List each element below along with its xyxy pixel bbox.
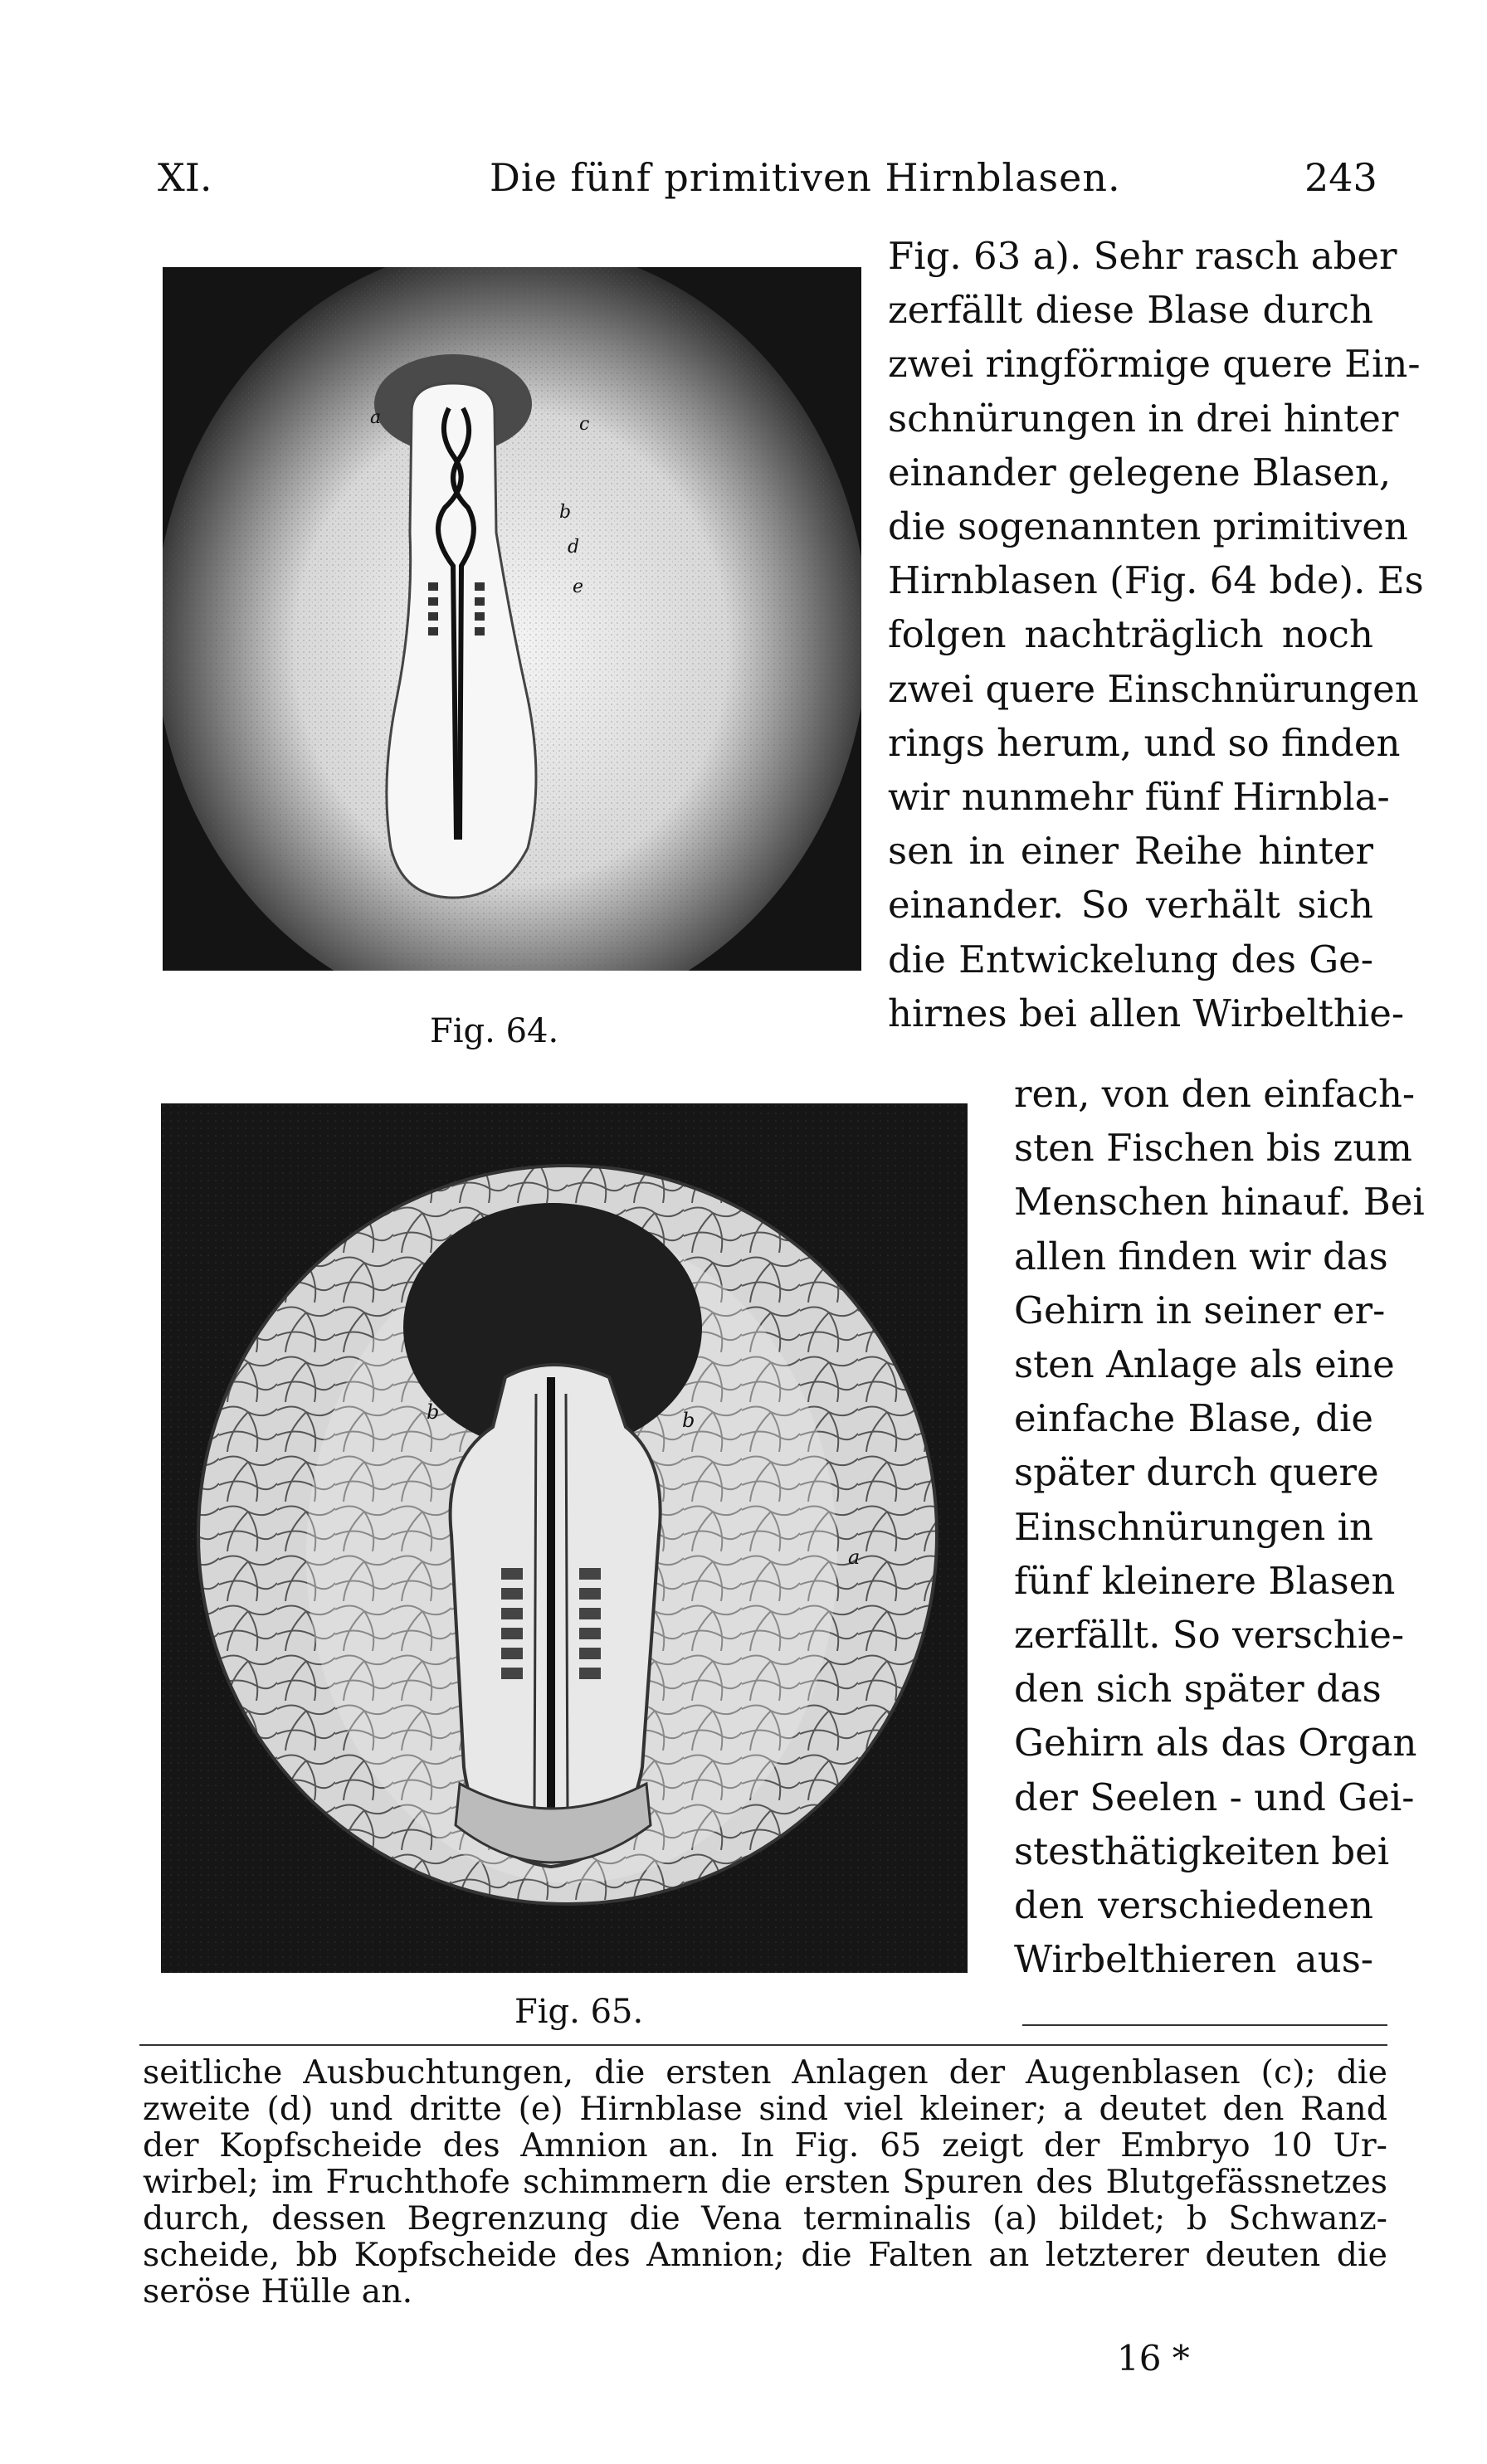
body-line: Gehirn als das Organ — [1014, 1721, 1417, 1765]
body-line: Gehirn in seiner er- — [1014, 1288, 1386, 1332]
body-line: rings herum, und so finden — [888, 720, 1401, 765]
body-line: zwei ringförmige quere Ein- — [888, 342, 1421, 387]
body-line: allen finden wir das — [1014, 1234, 1388, 1278]
figure-64-image — [163, 267, 861, 971]
header-chapter: XI. — [158, 155, 212, 200]
footnote-line: wirbel; im Fruchthofe schimmern die ersten Spuren des Blutgefässnetzes — [143, 2163, 1387, 2201]
body-line: die Entwickelung des Ge- — [888, 937, 1373, 981]
body-line: ren, von den einfach- — [1014, 1072, 1416, 1116]
figure-65-label-a: a — [848, 1546, 861, 1569]
text-end-rule — [1022, 2024, 1387, 2026]
footnote-line: der Kopfscheide des Amnion an. In Fig. 65 zeigt der Embryo 10 Ur- — [143, 2126, 1387, 2165]
body-line: folgen nachträglich noch — [888, 612, 1373, 657]
body-line: sten Fischen bis zum — [1014, 1126, 1412, 1171]
footnote-divider — [139, 2044, 1387, 2046]
body-line: die sogenannten primitiven — [888, 504, 1408, 549]
figure-64-label-e: e — [573, 577, 584, 597]
figure-65-label-b-right: b — [682, 1409, 695, 1432]
body-line: Hirnblasen (Fig. 64 bde). Es — [888, 558, 1424, 603]
body-line: Wirbelthieren aus- — [1014, 1937, 1373, 1982]
footnote-line: durch, dessen Begrenzung die Vena terminalis (a) bildet; b Schwanz- — [143, 2199, 1387, 2238]
footnote-line: seröse Hülle an. — [143, 2272, 413, 2311]
body-line: einander. So verhält sich — [888, 883, 1373, 928]
figure-65-caption: Fig. 65. — [514, 1993, 644, 2031]
body-line: den verschiedenen — [1014, 1883, 1373, 1928]
body-line: einander gelegene Blasen, — [888, 450, 1392, 494]
footnote-line: seitliche Ausbuchtungen, die ersten Anlagen der Augenblasen (c); die — [143, 2053, 1387, 2091]
header-title: Die fünf primitiven Hirnblasen. — [490, 155, 1121, 200]
figure-64-label-c: c — [579, 414, 590, 435]
body-line: Einschnürungen in — [1014, 1504, 1374, 1549]
figure-65-label-b-left: b — [427, 1400, 440, 1424]
body-line: fünf kleinere Blasen — [1014, 1558, 1396, 1603]
body-line: Menschen hinauf. Bei — [1014, 1180, 1425, 1225]
figure-64-caption: Fig. 64. — [430, 1012, 559, 1050]
figure-64-label-a: a — [370, 407, 382, 428]
figure-65-image — [161, 1103, 968, 1973]
body-line: einfache Blase, die — [1014, 1396, 1373, 1441]
body-text-column — [888, 229, 1424, 1040]
body-line: zerfällt diese Blase durch — [888, 288, 1373, 333]
body-line: später durch quere — [1014, 1450, 1379, 1495]
body-line: wir nunmehr fünf Hirnbla- — [888, 775, 1390, 820]
body-line: zerfällt. So verschie- — [1014, 1613, 1405, 1658]
body-line: sten Anlage als eine — [1014, 1342, 1395, 1387]
body-line: der Seelen - und Gei- — [1014, 1775, 1415, 1819]
body-text-column-narrow — [1014, 1067, 1425, 1986]
footnote-line: scheide, bb Kopfscheide des Amnion; die Falten an letzterer deuten die — [143, 2236, 1387, 2274]
body-line: stesthätigkeiten bei — [1014, 1829, 1390, 1873]
figure-65-illustration — [161, 1103, 968, 1973]
footnote-line: zweite (d) und dritte (e) Hirnblase sind viel kleiner; a deutet den Rand — [143, 2090, 1387, 2128]
body-line: sen in einer Reihe hinter — [888, 829, 1373, 874]
page-number: 243 — [1304, 155, 1377, 200]
body-line: schnürungen in drei hinter — [888, 396, 1399, 441]
body-line: hirnes bei allen Wirbelthie- — [888, 991, 1405, 1035]
body-line: den sich später das — [1014, 1667, 1382, 1712]
footnote — [143, 2054, 1387, 2310]
signature-mark: 16 * — [1117, 2338, 1190, 2379]
body-line: zwei quere Einschnürungen — [888, 666, 1419, 711]
figure-64-label-b: b — [559, 502, 572, 523]
figure-64-illustration — [163, 267, 861, 971]
figure-64-label-d: d — [568, 537, 580, 558]
body-line: Fig. 63 a). Sehr rasch aber — [888, 234, 1397, 278]
